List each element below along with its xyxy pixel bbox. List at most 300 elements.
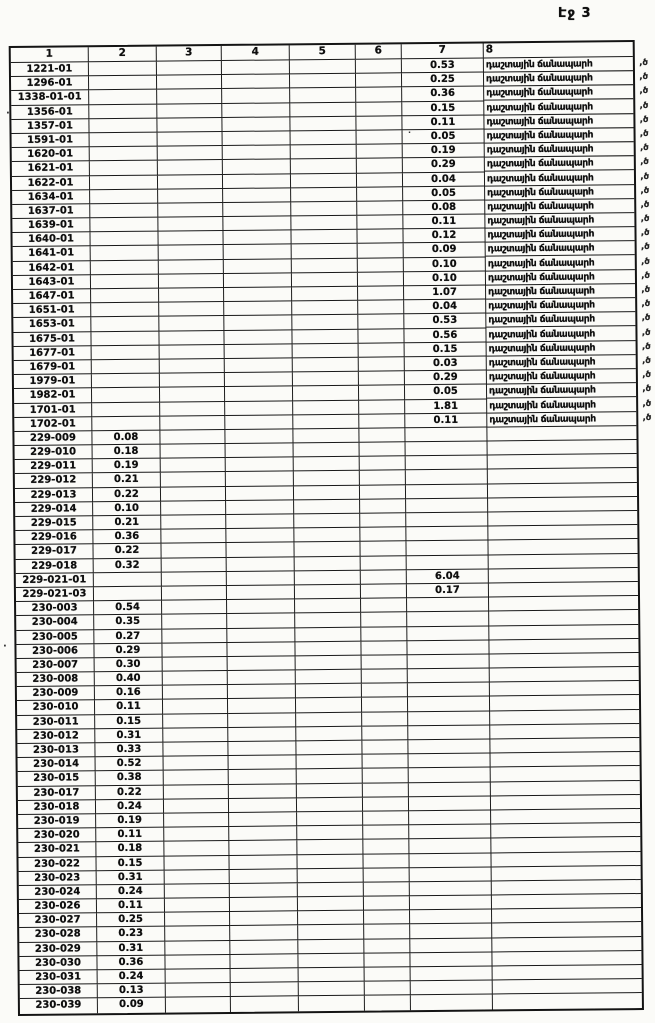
col5-cell [297,783,363,798]
col5-cell [294,500,360,515]
col6-cell [363,840,409,855]
col5-cell [299,982,365,997]
col3-cell [160,416,225,431]
edge-fragment: ,ծ [640,213,650,225]
col4-cell [228,713,296,728]
row-id-cell: 1653-01 [13,318,91,333]
col4-cell [222,89,290,104]
col2-value-cell [92,360,160,375]
road-name-cell: դաշտային ճանապարհ [486,312,635,328]
col4-cell [225,372,293,387]
col3-cell [162,643,227,658]
col3-cell [161,515,226,530]
col4-cell [225,358,293,373]
row-id-cell: 230-014 [18,757,96,772]
row-id-cell: 229-010 [15,445,93,460]
col5-cell [294,457,360,472]
col5-cell [295,556,361,571]
col4-cell [228,685,296,700]
road-name-cell [490,738,639,754]
col2-value-cell: 0.18 [96,842,164,857]
col5-cell [298,883,364,898]
col2-value-cell: 0.09 [98,998,166,1013]
col4-cell [222,60,290,75]
road-name-cell [488,454,637,470]
col4-cell [230,954,298,969]
row-id-cell: 230-039 [20,999,98,1014]
col6-cell [359,386,405,401]
col6-cell [360,471,406,486]
road-name-cell [492,951,641,967]
col2-value-cell [91,331,159,346]
col3-cell [164,813,229,828]
col6-cell [357,130,403,145]
row-id-cell: 1702-01 [14,417,92,432]
col2-value-cell [89,62,157,77]
col3-cell [161,543,226,558]
road-name-cell [491,837,640,853]
col2-value-cell [94,587,162,602]
col6-cell [357,159,403,174]
col4-cell [230,869,298,884]
col3-cell [159,288,224,303]
col2-value-cell: 0.31 [97,941,165,956]
col7-value-cell: 0.10 [404,271,486,286]
road-name-cell [493,979,642,995]
col6-cell [361,627,407,642]
col2-value-cell: 0.33 [95,743,163,758]
col2-value-cell [91,303,159,318]
col7-value-cell: 0.36 [402,87,484,102]
col2-value-cell: 0.54 [94,601,162,616]
col4-cell [228,741,296,756]
col6-cell [363,854,409,869]
col7-value-cell [406,484,488,499]
col6-cell [365,996,411,1011]
col3-cell [164,785,229,800]
col6-cell [358,329,404,344]
col3-cell [157,89,222,104]
col7-value-cell [410,881,492,896]
col3-cell [160,401,225,416]
row-id-cell: 1296-01 [11,76,89,91]
edge-fragment: ,ծ [639,86,649,97]
col7-value-cell: 0.53 [402,58,484,73]
row-id-cell: 230-004 [16,616,94,631]
col5-cell [299,968,365,983]
col7-value-cell: 0.08 [403,200,485,215]
edge-fragment: ,ծ [639,57,648,68]
col6-cell [360,499,406,514]
col2-value-cell: 0.25 [97,913,165,928]
col4-cell [226,500,294,515]
col4-cell [228,699,296,714]
col4-cell [222,75,290,90]
col5-cell [292,258,358,273]
row-id-cell: 1979-01 [14,374,92,389]
road-name-cell: դաշտային ճանապարհ [487,397,636,413]
col2-value-cell: 0.27 [94,629,162,644]
col4-cell [223,131,291,146]
col6-cell [361,584,407,599]
col5-cell [293,400,359,415]
col6-cell [358,300,404,315]
col3-cell [158,217,223,232]
col3-cell [162,558,227,573]
road-name-cell [488,440,637,456]
col2-value-cell: 0.32 [94,558,162,573]
col5-cell [294,443,360,458]
road-name-cell: դաշտային ճանապարհ [486,326,635,342]
col3-cell [164,799,229,814]
col7-value-cell [410,910,492,925]
col2-value-cell: 0.16 [95,686,163,701]
row-id-cell: 230-022 [18,857,96,872]
col3-cell [165,926,230,941]
col7-value-cell: 0.29 [405,371,487,386]
road-name-cell: դաշտային ճանապարհ [485,213,634,229]
col5-cell [297,812,363,827]
road-name-cell [488,511,637,527]
header-cell-1: 1 [11,47,89,63]
col7-value-cell [406,470,488,485]
row-id-cell: 230-006 [16,644,94,659]
col6-cell [359,400,405,415]
road-name-cell [492,908,641,924]
col5-cell [293,429,359,444]
col3-cell [162,572,227,587]
row-id-cell: 1677-01 [14,346,92,361]
road-name-cell: դաշտային ճանապարհ [484,99,633,115]
row-id-cell: 230-030 [19,956,97,971]
col3-cell [160,345,225,360]
col2-value-cell [90,161,158,176]
col6-cell [358,258,404,273]
col4-cell [229,812,297,827]
col6-cell [360,457,406,472]
row-id-cell: 1634-01 [12,190,90,205]
col6-cell [362,683,408,698]
col6-cell [358,315,404,330]
row-id-cell: 1622-01 [12,176,90,191]
col5-cell [291,230,357,245]
col6-cell [361,556,407,571]
col5-cell [292,244,358,259]
col2-value-cell: 0.30 [95,657,163,672]
col2-value-cell: 0.24 [97,884,165,899]
col5-cell [297,755,363,770]
col5-cell [291,187,357,202]
col4-cell [229,855,297,870]
col4-cell [224,259,292,274]
col4-cell [228,670,296,685]
col6-cell [363,769,409,784]
col5-cell [291,159,357,174]
edge-fragment: ,ծ [639,114,649,125]
col4-cell [230,940,298,955]
col7-value-cell [407,555,489,570]
data-table [9,40,652,1016]
road-name-cell: դաշտային ճանապարհ [485,227,634,243]
col3-cell [158,146,223,161]
col5-cell [292,273,358,288]
road-name-cell: դաշտային ճանապարհ [487,412,636,428]
col5-cell [294,514,360,529]
col7-value-cell: 0.05 [403,129,485,144]
col2-value-cell: 0.40 [95,672,163,687]
col6-cell [365,967,411,982]
col7-value-cell: 0.09 [404,243,486,258]
col4-cell [222,103,290,118]
row-id-cell: 1647-01 [13,289,91,304]
col4-cell [222,117,290,132]
col2-value-cell: 0.36 [97,955,165,970]
road-name-cell [492,937,641,953]
edge-fragment: ,ծ [640,199,650,210]
col2-value-cell [91,260,159,275]
col2-value-cell [89,118,157,133]
col4-cell [228,656,296,671]
col6-cell [360,513,406,528]
col2-value-cell [92,345,160,360]
col7-value-cell: 0.53 [404,314,486,329]
edge-fragment: ,ծ [641,341,651,352]
col2-value-cell: 0.29 [94,643,162,658]
row-id-cell: 1591-01 [12,133,90,148]
col7-value-cell: 1.81 [405,399,487,414]
col6-cell [363,797,409,812]
row-id-cell: 1356-01 [11,105,89,120]
col5-cell [295,613,361,628]
col5-cell [293,343,359,358]
row-id-cell: 229-016 [15,530,93,545]
col3-cell [162,614,227,629]
col4-cell [226,529,294,544]
header-cell-8: 8 [484,42,633,58]
col2-value-cell: 0.31 [97,870,165,885]
col4-cell [223,174,291,189]
edge-fragment: ,ծ [642,384,652,395]
col7-value-cell: 0.04 [404,300,486,315]
col7-value-cell [410,924,492,939]
row-id-cell: 1643-01 [13,275,91,290]
col6-cell [360,542,406,557]
col3-cell [160,387,225,402]
header-cell-4: 4 [222,45,290,61]
col7-value-cell: 0.19 [403,144,485,159]
row-id-cell: 1639-01 [12,218,90,233]
col7-value-cell [406,442,488,457]
col6-cell [358,244,404,259]
col2-value-cell: 0.10 [93,501,161,516]
col3-cell [160,430,225,445]
road-name-cell: դաշտային ճանապարհ [487,383,636,399]
col7-value-cell [406,498,488,513]
col3-cell [162,600,227,615]
col3-cell [164,827,229,842]
col7-value-cell [411,981,493,996]
col3-cell [163,657,228,672]
col2-value-cell [89,104,157,119]
edge-fragment: ,ծ [642,398,652,409]
road-name-cell [491,752,640,768]
road-name-cell: դաշտային ճանապարհ [487,355,636,371]
col7-value-cell [409,754,491,769]
col6-cell [359,343,405,358]
col7-value-cell [408,669,490,684]
row-id-cell: 229-014 [15,502,93,517]
col2-value-cell: 0.21 [93,516,161,531]
col6-cell [361,598,407,613]
col7-value-cell [409,796,491,811]
road-name-cell [490,695,639,711]
col5-cell [295,641,361,656]
road-name-cell [490,724,639,740]
col2-value-cell: 0.15 [95,714,163,729]
col4-cell [226,543,294,558]
road-name-cell: դաշտային ճանապարհ [486,298,635,314]
col7-value-cell: 0.25 [402,73,484,88]
col7-value-cell: 0.04 [403,172,485,187]
road-name-cell [490,710,639,726]
row-id-cell: 230-003 [16,601,94,616]
row-id-cell: 1982-01 [14,389,92,404]
col4-cell [226,514,294,529]
row-id-cell: 1338-01-01 [11,91,89,106]
road-name-cell: դաշտային ճանապարհ [484,85,633,101]
col7-value-cell [408,739,490,754]
col5-cell [296,741,362,756]
row-id-cell: 1641-01 [13,247,91,262]
row-id-cell: 229-021-01 [16,573,94,588]
col5-cell [294,485,360,500]
col5-cell [292,301,358,316]
col7-value-cell: 0.15 [405,342,487,357]
road-name-cell [491,795,640,811]
col5-cell [293,372,359,387]
col2-value-cell [90,133,158,148]
edge-fragment: ,ծ [642,412,652,423]
edge-fragment: ,ծ [641,327,651,338]
col5-cell [299,996,365,1011]
header-cell-2: 2 [89,47,157,63]
col7-value-cell: 0.17 [407,583,489,598]
row-id-cell: 230-027 [19,913,97,928]
col3-cell [164,855,229,870]
col7-value-cell [410,938,492,953]
col4-cell [223,216,291,231]
col5-cell [298,911,364,926]
col2-value-cell [90,203,158,218]
col2-value-cell: 0.35 [94,615,162,630]
col7-value-cell: 0.56 [404,328,486,343]
col3-cell [157,61,222,76]
row-id-cell: 230-028 [19,928,97,943]
col6-cell [359,414,405,429]
col2-value-cell [91,274,159,289]
col3-cell [163,714,228,729]
col5-cell [296,712,362,727]
col3-cell [157,118,222,133]
road-name-cell [489,610,638,626]
col7-value-cell [405,427,487,442]
page-number: Էջ 3 [558,6,592,21]
col4-cell [225,344,293,359]
road-name-cell: դաշտային ճանապարհ [485,156,634,172]
road-name-cell: դաշտային ճանապարհ [486,270,635,286]
row-id-cell: 230-017 [18,786,96,801]
row-id-cell: 229-021-03 [16,587,94,602]
col5-cell [298,868,364,883]
col5-cell [291,216,357,231]
road-name-cell [491,781,640,797]
edge-fragment: ,ծ [640,171,650,182]
edge-fragment: ,ծ [640,157,649,168]
col4-cell [229,784,297,799]
col7-value-cell [406,541,488,556]
col7-value-cell: 0.11 [403,215,485,230]
header-cell-5: 5 [290,45,356,61]
row-id-cell: 1621-01 [12,162,90,177]
row-id-cell: 230-011 [17,715,95,730]
col7-value-cell: 0.15 [402,101,484,116]
edge-fragment: ,ծ [641,284,651,295]
col6-cell [357,215,403,230]
edge-fragment: ,ծ [639,143,649,154]
row-id-cell: 229-015 [15,516,93,531]
col2-value-cell [92,374,160,389]
road-name-cell: դաշտային ճանապարհ [486,284,635,300]
road-name-cell [488,468,637,484]
col6-cell [363,783,409,798]
col4-cell [229,756,297,771]
col3-cell [165,941,230,956]
col2-value-cell: 0.08 [92,430,160,445]
col7-value-cell [410,952,492,967]
col3-cell [158,231,223,246]
col6-cell [357,187,403,202]
col5-cell [295,570,361,585]
col4-cell [224,330,292,345]
road-name-cell [489,568,638,584]
col6-cell [356,116,402,131]
col3-cell [165,898,230,913]
col6-cell [364,896,410,911]
road-name-cell [489,596,638,612]
col6-cell [357,201,403,216]
row-id-cell: 230-013 [17,743,95,758]
col5-cell [292,287,358,302]
col3-cell [162,586,227,601]
col3-cell [166,969,231,984]
row-id-cell: 230-010 [17,701,95,716]
col6-cell [365,981,411,996]
col3-cell [161,472,226,487]
col2-value-cell [90,232,158,247]
road-name-cell [489,582,638,598]
col3-cell [159,331,224,346]
row-id-cell: 230-012 [17,729,95,744]
col3-cell [158,160,223,175]
row-id-cell: 1357-01 [11,119,89,134]
col5-cell [297,840,363,855]
row-id-cell: 1620-01 [12,147,90,162]
col2-value-cell [91,317,159,332]
row-id-cell: 230-018 [18,800,96,815]
col6-cell [362,740,408,755]
col6-cell [362,655,408,670]
col3-cell [165,912,230,927]
